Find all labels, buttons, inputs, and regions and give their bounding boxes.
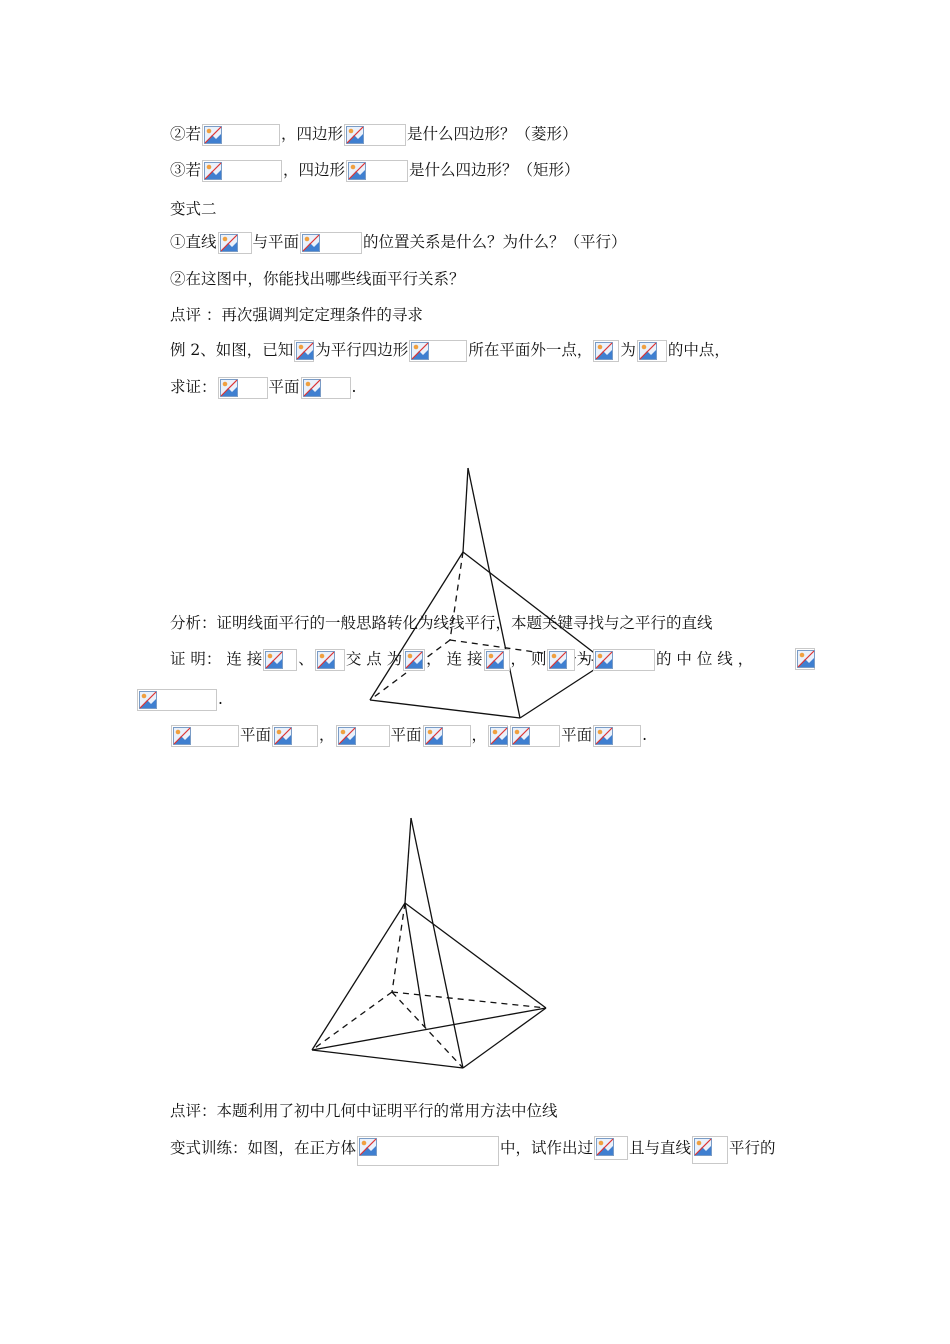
hidden-edge <box>392 992 546 1008</box>
text-fragment: 变式训练：如图，在正方体 <box>170 1139 357 1157</box>
text-fragment: 的 中 位 线 ， <box>655 650 754 668</box>
text-fragment: ， <box>319 726 335 744</box>
text-fragment: 交 点 为 <box>345 650 403 668</box>
text-fragment: ， 连 接 <box>426 650 483 668</box>
variant-2-question-2: ②在这图中，你能找出哪些线面平行关系？ <box>170 270 465 288</box>
text-fragment: 例 2、如图，已知 <box>170 341 294 359</box>
text-fragment: . <box>642 726 648 744</box>
text-fragment: 为 <box>620 341 636 359</box>
text-fragment: 证 明： 连 接 <box>170 650 263 668</box>
edge <box>405 903 546 1008</box>
text-fragment: ③若 <box>170 161 202 179</box>
broken-image-icon <box>692 1136 728 1164</box>
text-fragment: ①直线 <box>170 233 217 251</box>
edge <box>463 1008 546 1068</box>
text-fragment: 、 <box>298 650 314 668</box>
text-fragment: 为 <box>576 650 592 668</box>
text-fragment: 求证： <box>170 378 217 396</box>
edge <box>405 818 411 903</box>
text-fragment: 与平面 <box>252 233 300 251</box>
hidden-edge <box>312 992 392 1050</box>
text-fragment: 的位置关系是什么？为什么？（平行） <box>363 233 627 251</box>
analysis: 分析：证明线面平行的一般思路转化为线线平行，本题关键寻找与之平行的直线 <box>170 614 713 632</box>
edge <box>312 1050 463 1068</box>
comment-2: 点评：本题利用了初中几何中证明平行的常用方法中位线 <box>170 1102 558 1120</box>
edge <box>312 1008 546 1050</box>
text-fragment: 的中点， <box>667 341 730 359</box>
text-fragment: 所在平面外一点， <box>468 341 593 359</box>
broken-image-icon <box>594 1136 628 1160</box>
text-fragment: ②若 <box>170 125 202 143</box>
text-fragment: ，四边形 <box>283 161 346 179</box>
text-fragment: 中，试作出过 <box>500 1139 594 1157</box>
hidden-edge <box>392 992 463 1068</box>
text-fragment: 且与直线 <box>629 1139 692 1157</box>
text-fragment: 是什么四边形？（矩形） <box>409 161 580 179</box>
text-fragment: ， 则 <box>510 650 547 668</box>
text-fragment: 平行的 <box>729 1139 776 1157</box>
variant-2-title: 变式二 <box>170 200 217 218</box>
comment-1: 点评 ：再次强调判定定理条件的寻求 <box>170 306 423 324</box>
broken-image-icon <box>357 1136 499 1166</box>
text-fragment: 为平行四边形 <box>315 341 409 359</box>
text-fragment: 平面 <box>268 378 300 396</box>
text-fragment: 是什么四边形？（菱形） <box>407 125 578 143</box>
edge <box>312 903 405 1050</box>
text-fragment: 平面 <box>390 726 422 744</box>
variant-training <box>170 1136 776 1166</box>
text-fragment: . <box>351 378 357 396</box>
text-fragment: ， <box>471 726 488 744</box>
text-fragment: ，四边形 <box>281 125 344 143</box>
text-fragment: . <box>218 690 223 708</box>
text-fragment: 平面 <box>561 726 593 744</box>
text-fragment: 平面 <box>240 726 272 744</box>
hidden-edge <box>392 903 405 992</box>
